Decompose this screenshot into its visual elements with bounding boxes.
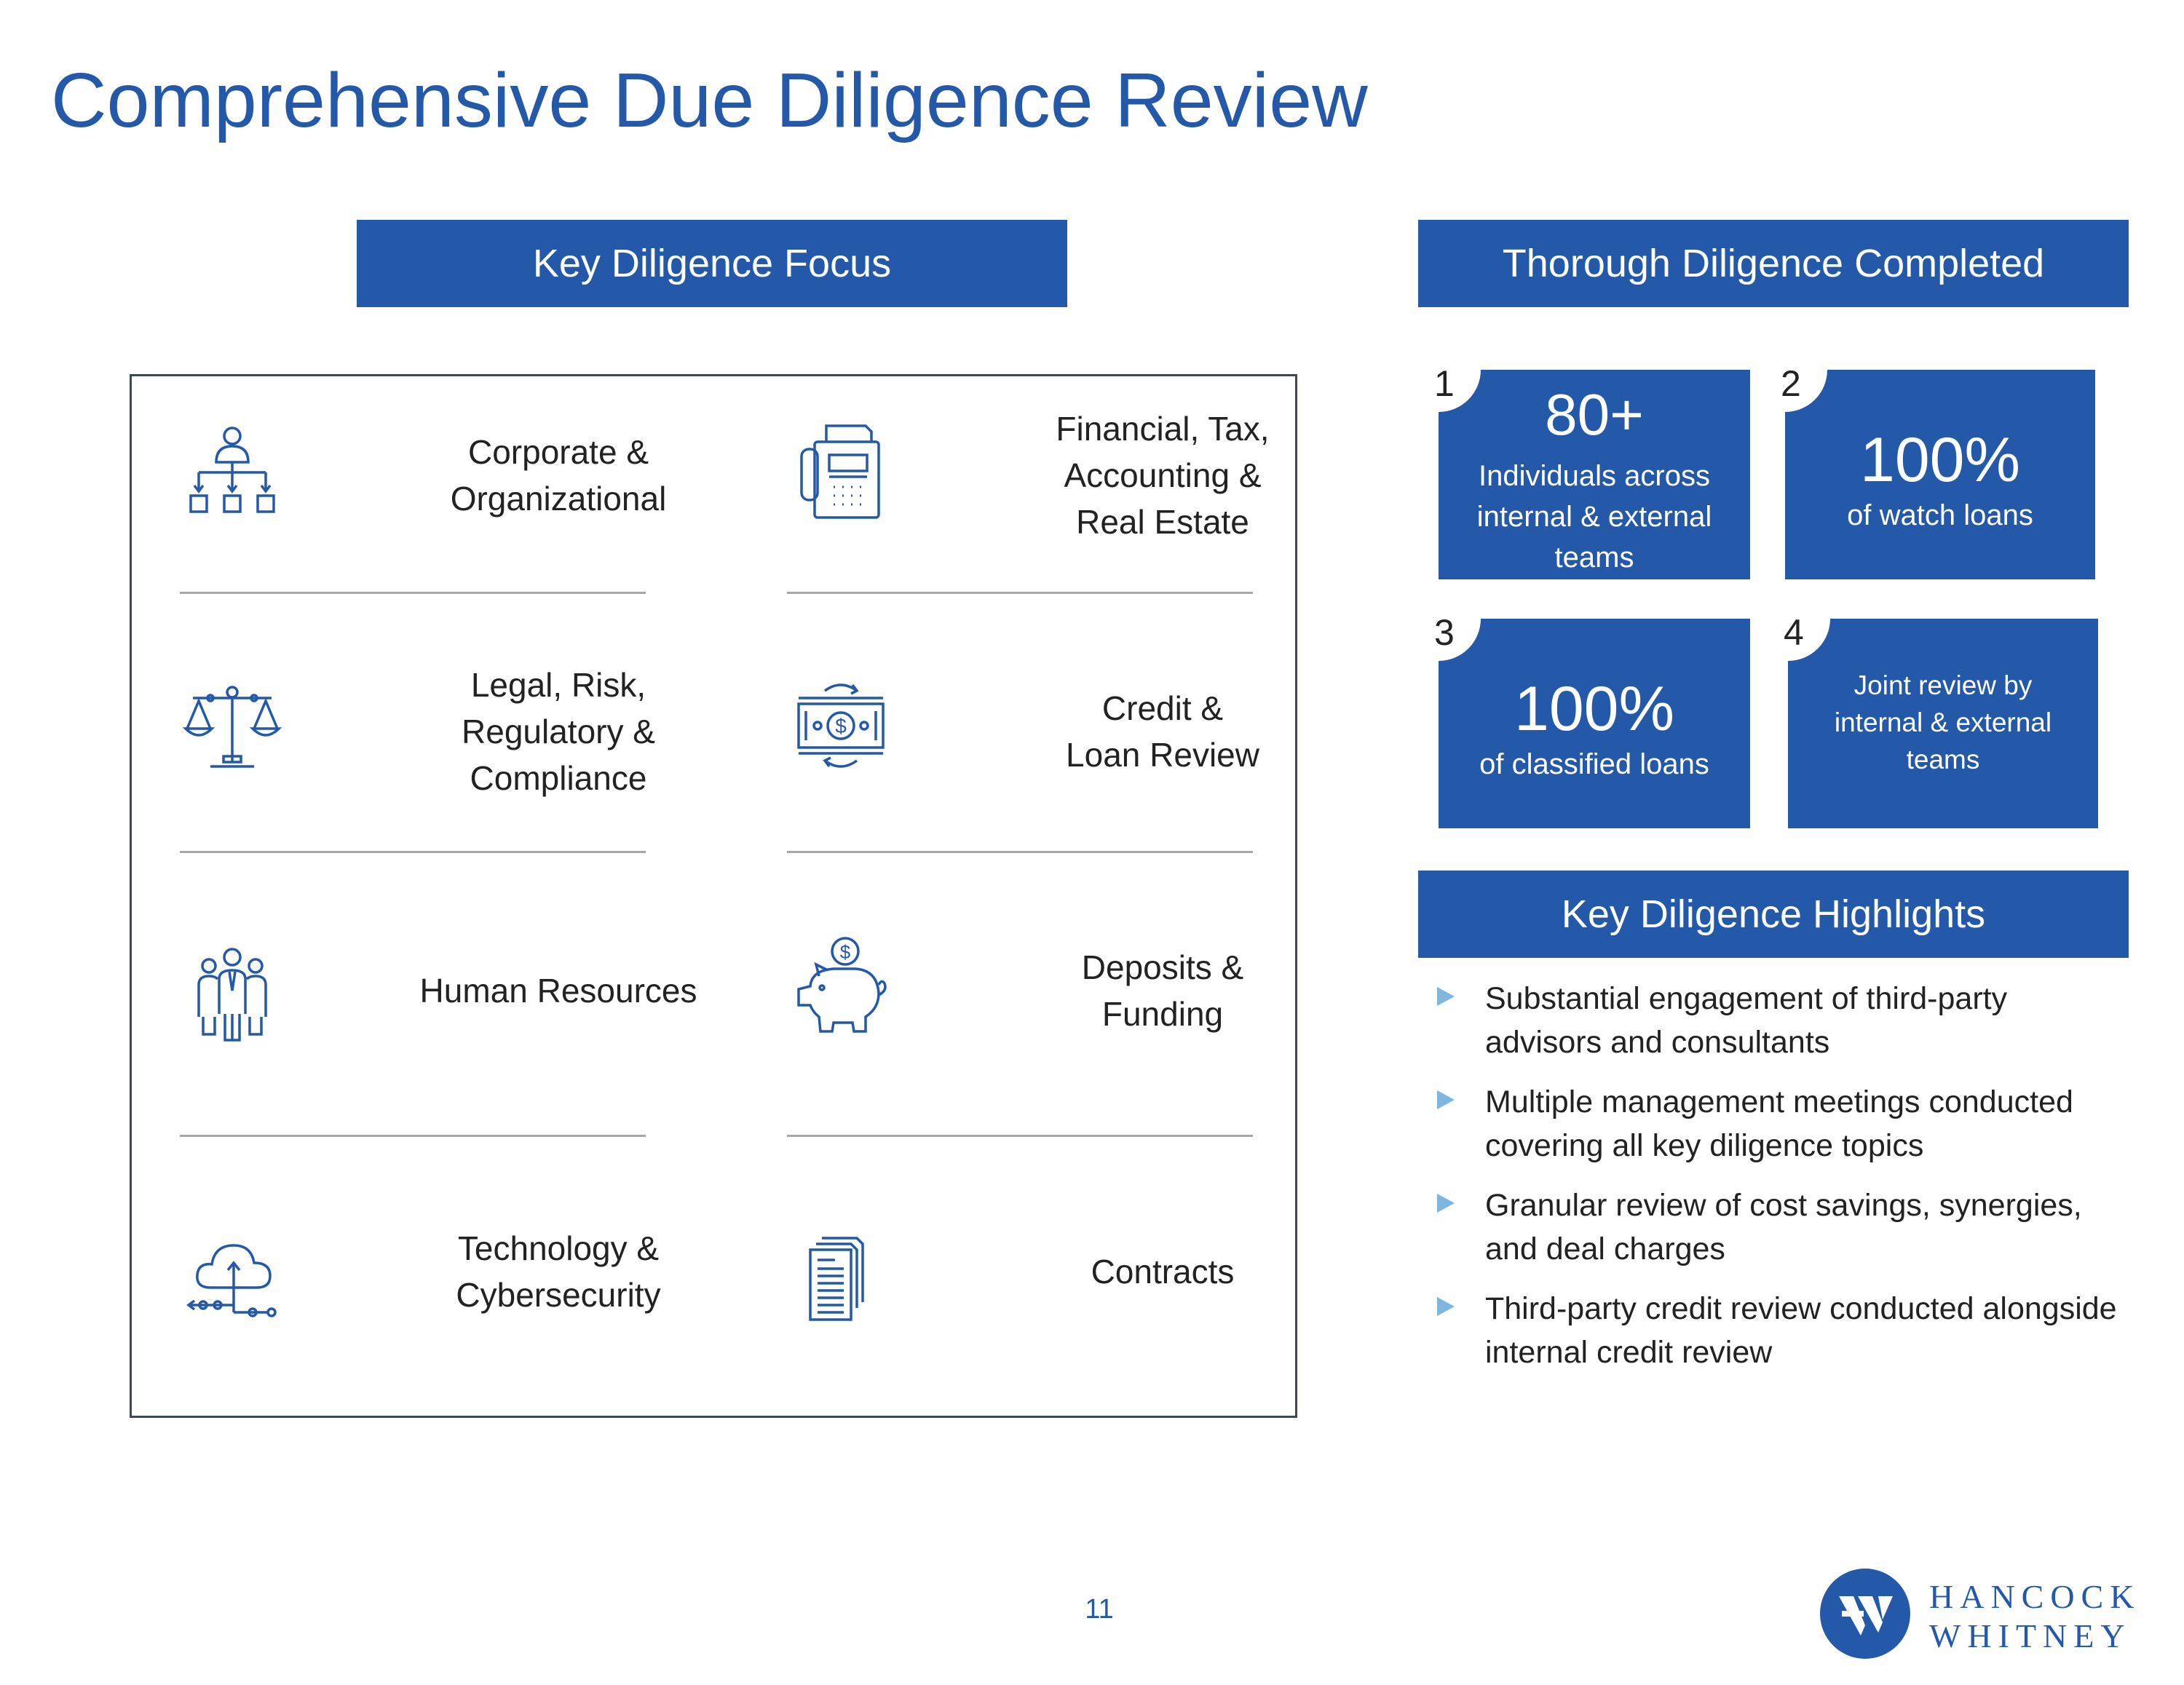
org-chart-icon <box>181 420 283 522</box>
stat-box-watch-loans <box>1781 363 2095 579</box>
list-item: Multiple management meetings conducted covering all key diligence topics <box>1437 1080 2129 1167</box>
key-diligence-highlights-header: Key Diligence Highlights <box>1418 871 2129 958</box>
focus-label-corporate: Corporate & Organizational <box>450 433 667 518</box>
hancock-whitney-logo <box>1820 1569 2140 1663</box>
logo-text-whitney: WHITNEY <box>1929 1617 2132 1654</box>
focus-label-legal: Legal, Risk, Regulatory & Compliance <box>462 666 655 797</box>
triangle-bullet-icon <box>1437 1194 1455 1213</box>
list-item: Granular review of cost savings, synergies, and deal charges <box>1437 1184 2129 1271</box>
stat-value: 100% <box>1860 425 2020 495</box>
divider <box>180 1135 646 1137</box>
divider <box>180 851 646 853</box>
triangle-bullet-icon <box>1437 1297 1455 1316</box>
focus-label-hr: Human Resources <box>419 972 697 1010</box>
hancock-whitney-logo-mark <box>1820 1569 1910 1659</box>
divider <box>180 592 646 594</box>
stat-box-classified-loans <box>1434 612 1750 828</box>
documents-icon <box>790 1226 892 1328</box>
stat-description: Joint review by internal & external teams <box>1834 670 2052 774</box>
list-item: Third-party credit review conducted alongside internal credit review <box>1437 1287 2129 1374</box>
highlights-list <box>1437 977 2129 1390</box>
people-group-icon <box>181 944 283 1046</box>
piggy-bank-icon <box>790 935 892 1037</box>
thorough-diligence-completed-header: Thorough Diligence Completed <box>1418 220 2129 307</box>
scales-icon <box>181 676 283 778</box>
list-item: Substantial engagement of third-party advisors and consultants <box>1437 977 2129 1064</box>
stat-description: Individuals across internal & external teams <box>1476 460 1712 574</box>
stat-value: 80+ <box>1545 382 1644 447</box>
money-exchange-icon <box>790 676 892 778</box>
stat-value: 100% <box>1514 674 1674 744</box>
stat-description: of classified loans <box>1479 748 1709 780</box>
stat-number-badge: 2 <box>1785 370 1827 412</box>
divider <box>787 851 1253 853</box>
svg-text:$: $ <box>835 715 847 737</box>
page-number: 11 <box>1085 1594 1114 1625</box>
page-title: Comprehensive Due Diligence Review <box>51 58 1368 143</box>
focus-label-contracts: Contracts <box>1091 1253 1235 1290</box>
stat-number-badge: 3 <box>1439 619 1481 661</box>
divider <box>787 592 1253 594</box>
triangle-bullet-icon <box>1437 987 1455 1006</box>
fax-machine-icon <box>790 420 892 522</box>
focus-label-technology: Technology & Cybersecurity <box>456 1229 661 1314</box>
svg-text:$: $ <box>839 941 851 963</box>
focus-label-deposits: Deposits & Funding <box>1081 948 1244 1033</box>
stat-number-badge: 4 <box>1788 619 1830 661</box>
cloud-network-icon <box>181 1226 283 1328</box>
divider <box>787 1135 1253 1137</box>
focus-label-credit: Credit & Loan Review <box>1066 689 1259 774</box>
triangle-bullet-icon <box>1437 1090 1455 1109</box>
key-diligence-focus-header: Key Diligence Focus <box>357 220 1067 307</box>
focus-panel <box>130 374 1297 1418</box>
stat-description: of watch loans <box>1847 499 2033 531</box>
stat-number-badge: 1 <box>1439 370 1481 412</box>
logo-text-hancock: HANCOCK <box>1929 1578 2141 1615</box>
stat-box-joint-review <box>1784 612 2098 828</box>
stat-box-individuals <box>1434 363 1750 579</box>
focus-label-financial: Financial, Tax, Accounting & Real Estate <box>1056 410 1270 541</box>
